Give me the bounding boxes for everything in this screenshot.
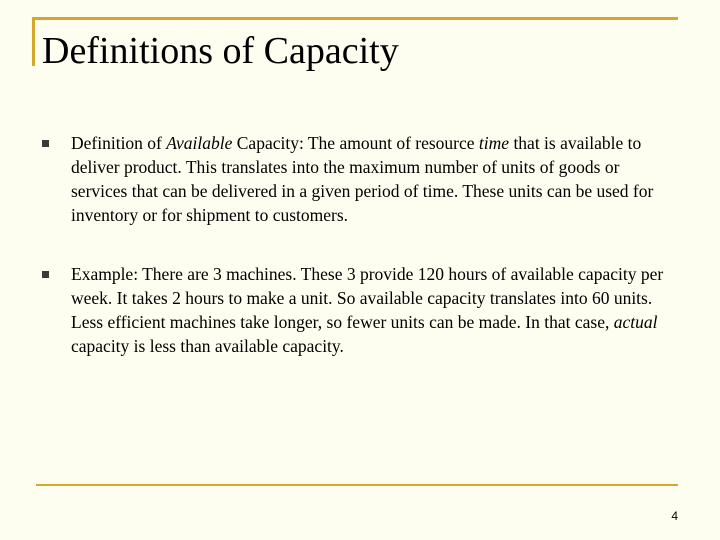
- bullet-text-definition: [71, 131, 672, 227]
- bullet-text-segment: capacity is less than available capacity.: [71, 336, 344, 356]
- square-bullet-icon: [42, 140, 49, 147]
- bullet-item-definition: [42, 131, 672, 227]
- italic-term-time: time: [478, 133, 510, 153]
- slide-title: Definitions of Capacity: [42, 30, 399, 72]
- title-left-rule: [32, 17, 35, 66]
- italic-term-actual: actual: [613, 312, 658, 332]
- title-top-rule: [34, 17, 678, 20]
- square-bullet-icon: [42, 271, 49, 278]
- italic-term-available: Available: [166, 133, 233, 153]
- bullet-item-example: [42, 262, 672, 358]
- bullet-text-segment: Definition of: [71, 133, 167, 153]
- bullet-text-segment: Example: There are 3 machines. These 3 provide 120 hours of available capacity per week. It takes 2 hours to make a unit. So available capacity translates into 60 units. Less efficient machines take longer, so fewer units can be made. In that case,: [71, 264, 664, 332]
- bullet-list: [42, 131, 672, 393]
- footer-rule: [36, 484, 678, 486]
- bullet-text-segment: that is available to deliver product. This translates into the maximum number of units of goods or services that can be delivered in a given period of time. These units can be used for inventory or for shipment to customers.: [71, 133, 654, 225]
- bullet-text-segment: Capacity: The amount of resource: [232, 133, 479, 153]
- bullet-text-example: [71, 262, 672, 358]
- page-number: 4: [671, 509, 678, 523]
